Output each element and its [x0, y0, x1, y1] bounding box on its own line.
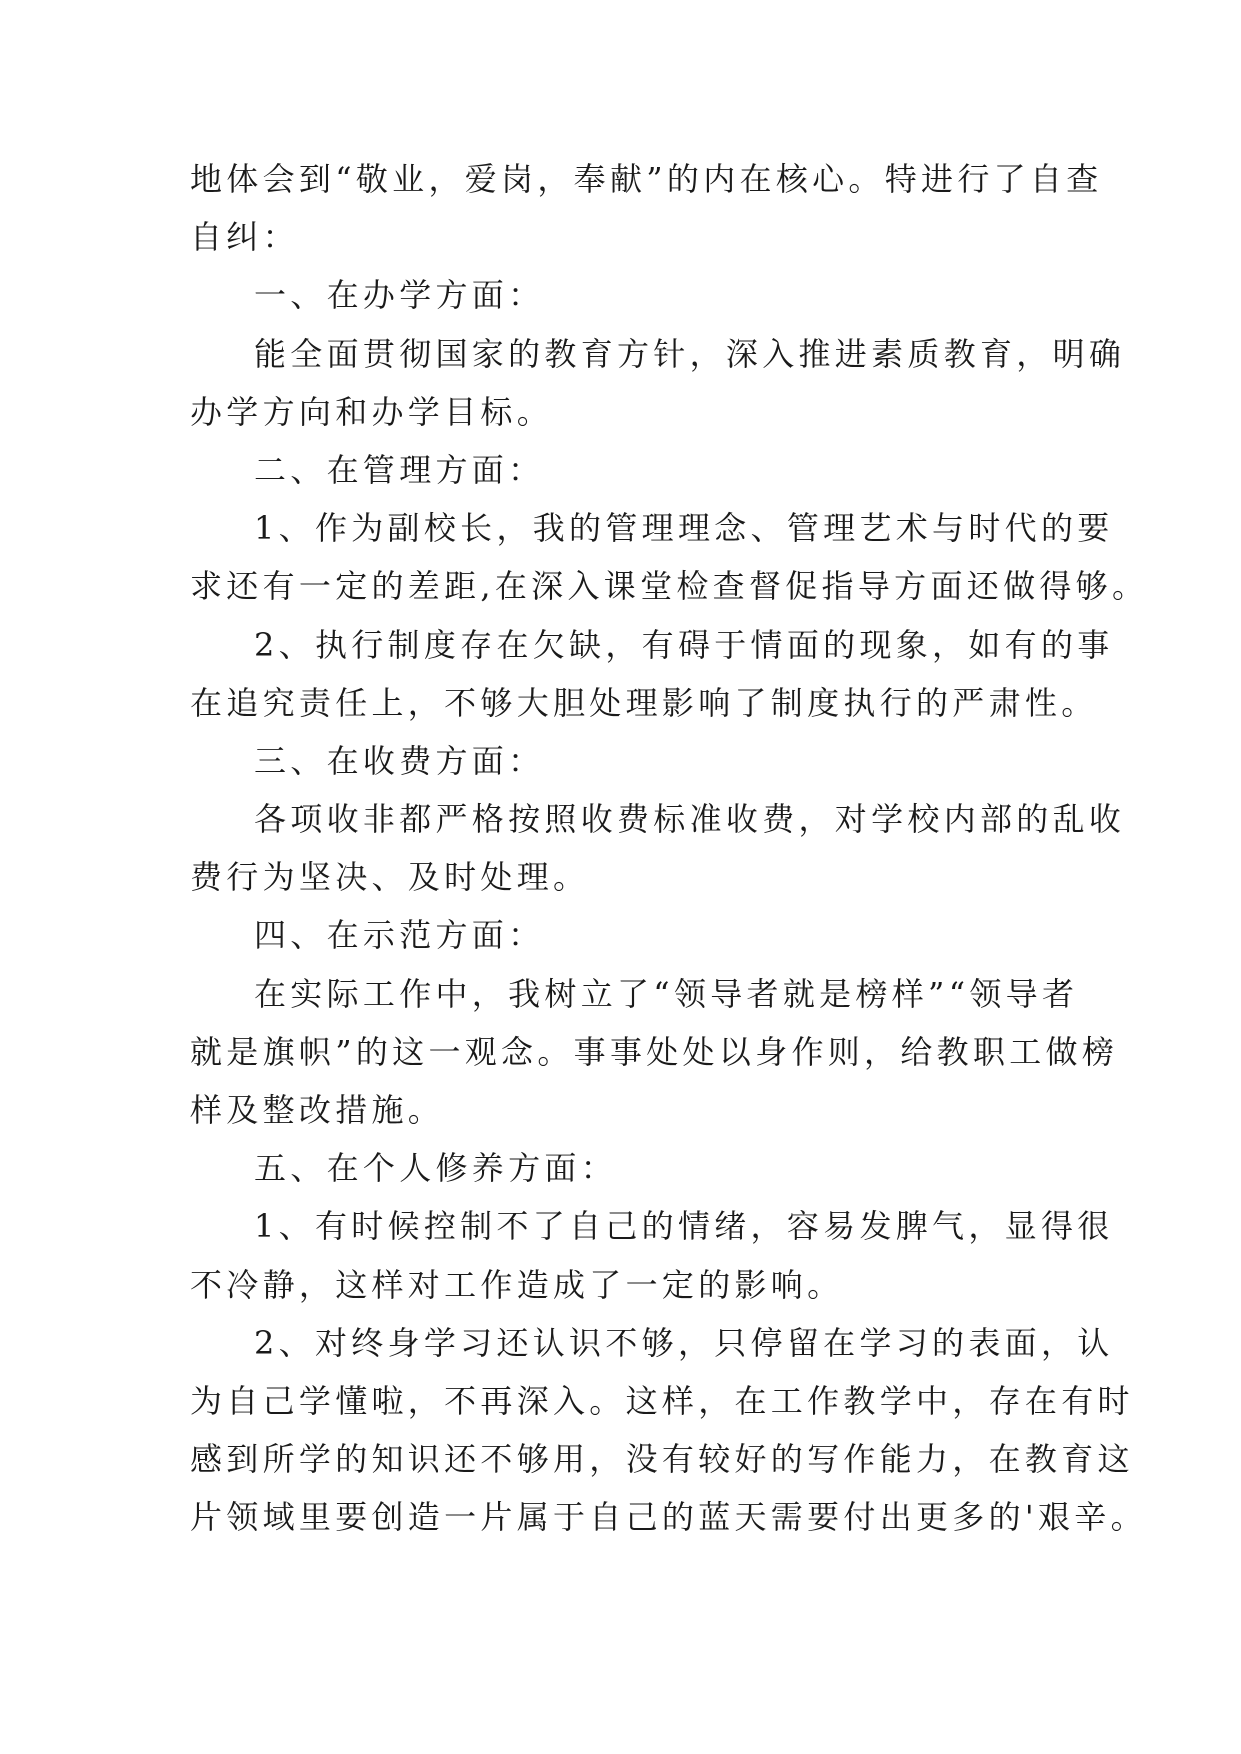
- text-line: 在实际工作中，我树立了“领导者就是榜样”“领导者: [254, 974, 1079, 1013]
- text-line: 就是旗帜”的这一观念。事事处处以身作则，给教职工做榜: [190, 1032, 1119, 1071]
- section-heading: 三、在收费方面：: [254, 741, 545, 780]
- section-heading: 二、在管理方面：: [254, 450, 545, 489]
- text-line: 2、对终身学习还认识不够，只停留在学习的表面，认: [254, 1323, 1114, 1362]
- text-line: 地体会到“敬业，爱岗，奉献”的内在核心。特进行了自查: [190, 160, 1103, 198]
- document-body: [190, 150, 1149, 1547]
- text-line: 能全面贯彻国家的教育方针，深入推进素质教育，明确: [254, 334, 1126, 373]
- section-heading: 五、在个人修养方面：: [254, 1149, 618, 1188]
- text-line: 各项收非都严格按照收费标准收费，对学校内部的乱收: [254, 800, 1126, 839]
- text-line: 片领域里要创造一片属于自己的蓝天需要付出更多的'艰辛。: [190, 1498, 1147, 1537]
- text-line: 2、执行制度存在欠缺，有碍于情面的现象，如有的事: [254, 625, 1114, 664]
- text-line: 费行为坚决、及时处理。: [190, 858, 590, 897]
- text-line: 感到所学的知识还不够用，没有较好的写作能力，在教育这: [190, 1440, 1134, 1479]
- text-line: 办学方向和办学目标。: [190, 392, 554, 431]
- text-line: 样及整改措施。: [190, 1091, 445, 1129]
- section-heading: 一、在办学方面：: [254, 276, 545, 315]
- text-line: 为自己学懂啦，不再深入。这样，在工作教学中，存在有时: [190, 1381, 1134, 1420]
- text-line: 自纠：: [190, 218, 299, 257]
- text-line: 不冷静，这样对工作造成了一定的影响。: [190, 1265, 844, 1304]
- text-line: 1、作为副校长，我的管理理念、管理艺术与时代的要: [254, 509, 1114, 548]
- text-line: 求还有一定的差距,在深入课堂检查督促指导方面还做得够。: [190, 567, 1149, 606]
- section-heading: 四、在示范方面：: [254, 916, 545, 955]
- text-line: 在追究责任上，不够大胆处理影响了制度执行的严肃性。: [190, 683, 1098, 722]
- text-line: 1、有时候控制不了自己的情绪，容易发脾气，显得很: [254, 1207, 1114, 1246]
